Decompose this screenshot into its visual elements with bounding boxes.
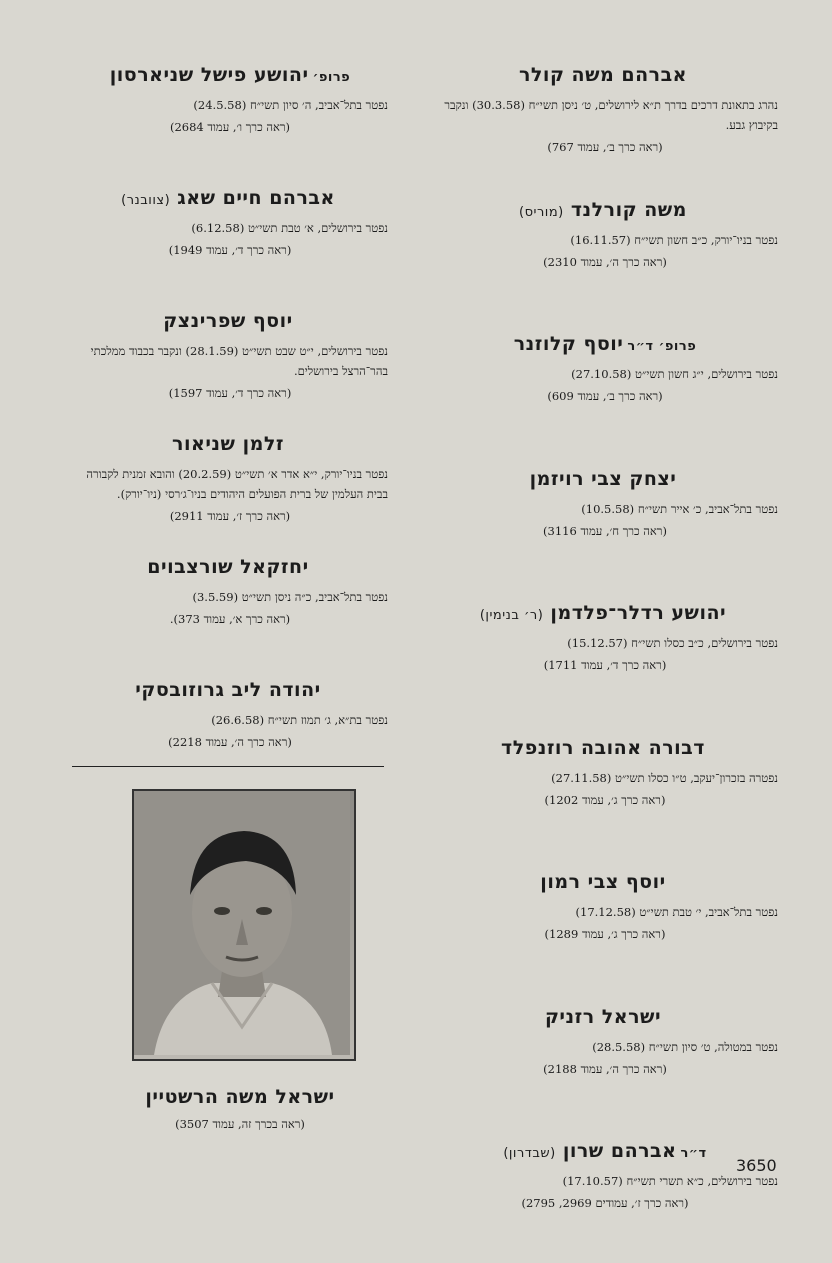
obituary-entry (432, 197, 778, 322)
entry-name: יצחק צבי רויזמן (529, 467, 677, 490)
entry-name: יוסף קלוזנר (513, 333, 624, 355)
entry-death: נפטר בת״א, ג׳ תמוז תשי״ח (26.6.58) (211, 713, 388, 727)
entry-death: נפטר בניו־יורק, כ״ב חשון תשי״ח (16.11.57) (570, 232, 778, 247)
obituary-entry (72, 554, 388, 667)
right-column (432, 52, 778, 1263)
entry-name: ישראל רזניק (544, 1005, 662, 1028)
entry-name: יהושע רדלר־פלדמן (550, 602, 727, 624)
entry-reference: (ראה כרך ו׳, עמוד 2684) (169, 120, 291, 134)
entry-alias: (צוובנר) (121, 193, 171, 208)
entry-death: נהרג בתאונת דרכים בדרך ת״א לירושלים, ט׳ ניסן תשי״ח (30.3.58) ונקבר בקיבוץ גבע. (444, 98, 778, 132)
entry-alias: (שבדרון) (503, 1146, 556, 1161)
entry-reference: (ראה כרך ה׳, עמוד 2218) (168, 735, 292, 749)
page-number: 3650 (736, 1156, 777, 1175)
obituary-entry (432, 600, 778, 725)
entry-death: נפטר בתל־אביב, י׳ טבת תשי״ט (17.12.58) (575, 905, 778, 919)
entry-reference: (ראה כרך ג׳, עמוד 1289) (544, 927, 666, 941)
caption-reference: (ראה בכרך זה, עמוד 3507) (175, 1117, 305, 1131)
obituary-entry (432, 331, 778, 456)
obituary-entry (432, 62, 778, 187)
entry-alias: (ר׳ בנימין) (479, 608, 544, 623)
obituary-entry (72, 431, 388, 544)
entry-death: נפטר בניו־יורק, י״א אדר א׳ תשי״ט (20.2.59) והובא זמנית לקבורה בבית העלמין של ברית הפועלים היהודים בניו־ג׳רסי (ניו־יורק). (86, 467, 388, 501)
entry-name: דבורה אהובה רוזנפלד (501, 736, 705, 759)
entry-reference: (ראה כרך ד׳, עמוד 1949) (168, 243, 292, 257)
entry-death: נפטר בתל־אביב, כ׳ אייר תשי״ח (10.5.58) (581, 501, 778, 516)
entry-prefix: ד״ר (680, 1146, 707, 1161)
entry-name: יהודה ליב גרוזובסקי (135, 679, 321, 701)
entry-death: נפטרה בזכרון־יעקב, ט״ו כסלו תשי״ט (27.11.58) (551, 770, 778, 785)
obituary-entry (432, 1004, 778, 1129)
photo-caption (90, 1074, 390, 1134)
entry-death: נפטר בירושלים, כ״ב כסלו תשי״ח (15.12.57) (567, 636, 778, 650)
column-divider (72, 766, 384, 767)
entry-name: יחזקאל שורצבוים (147, 556, 309, 578)
obituary-entry (432, 466, 778, 591)
entry-reference: (ראה כרך ה׳, עמוד 2188) (543, 1061, 667, 1076)
entry-death: נפטר בתל־אביב, כ״ה ניסן תשי״ט (3.5.59) (192, 590, 388, 604)
entry-name: יוסף צבי רמון (540, 871, 666, 893)
portrait-image (134, 791, 350, 1055)
entry-name: יוסף שפרינצק (163, 310, 293, 332)
entry-alias: (מוריס) (519, 204, 564, 220)
entry-reference: (ראה כרך ז׳, עמודים 2969, 2795) (521, 1196, 689, 1210)
entry-name: אברהם חיים שאג (177, 187, 335, 209)
caption-name: ישראל משה הרשטיין (145, 1086, 335, 1108)
entry-death: נפטר בירושלים, כ״א תשרי תשי״ח (17.10.57) (562, 1174, 778, 1188)
entry-reference: (ראה כרך ד׳, עמוד 1597) (168, 386, 292, 400)
obituary-entry (432, 735, 778, 860)
entry-reference: (ראה כרך ה׳, עמוד 2310) (543, 254, 667, 269)
entry-reference: (ראה כרך ח׳, עמוד 3116) (543, 523, 667, 538)
entry-name: משה קורלנד (570, 198, 687, 221)
entry-reference: (ראה כרך ב׳, עמוד 609) (547, 389, 663, 403)
entry-prefix: פרופ׳ (312, 70, 351, 85)
entry-reference: (ראה כרך ד׳, עמוד 1711) (543, 658, 667, 672)
obituary-entry (72, 185, 388, 298)
entry-reference: (ראה כרך א׳, עמוד 373). (169, 612, 291, 626)
entry-name: אברהם שרון (562, 1140, 677, 1162)
entry-reference: (ראה כרך ב׳, עמוד 767) (547, 140, 663, 154)
left-column (72, 52, 388, 790)
obituary-entry (432, 1138, 778, 1263)
entry-death: נפטר במטולה, ט׳ סיון תשי״ח (28.5.58) (592, 1039, 778, 1054)
obituary-entry (72, 677, 388, 790)
entry-reference: (ראה כרך ז׳, עמוד 2911) (169, 509, 291, 523)
portrait-photo (132, 789, 356, 1061)
entry-death: נפטר בירושלים, י״ט שבט תשי״ט (28.1.59) ונקבר בכבוד ממלכתי בהר־הרצל בירושלים. (90, 344, 388, 378)
entry-prefix: פרופ׳ ד״ר (627, 339, 697, 354)
entry-death: נפטר בתל־אביב, ה׳ סיון תשי״ח (24.5.58) (193, 98, 388, 112)
entry-name: יהושע פישל שניארסון (109, 64, 309, 86)
entry-death: נפטר בירושלים, א׳ טבת תשי״ט (6.12.58) (191, 221, 388, 235)
obituary-entry (72, 308, 388, 421)
obituary-entry (72, 62, 388, 175)
entry-name: אברהם משה קולר (518, 64, 688, 86)
obituary-entry (432, 869, 778, 994)
entry-name: זלמן שניאור (172, 433, 284, 455)
entry-death: נפטר בירושלים, י״ג חשון תשי״ט (27.10.58) (571, 367, 778, 381)
entry-reference: (ראה כרך ג׳, עמוד 1202) (544, 792, 666, 807)
